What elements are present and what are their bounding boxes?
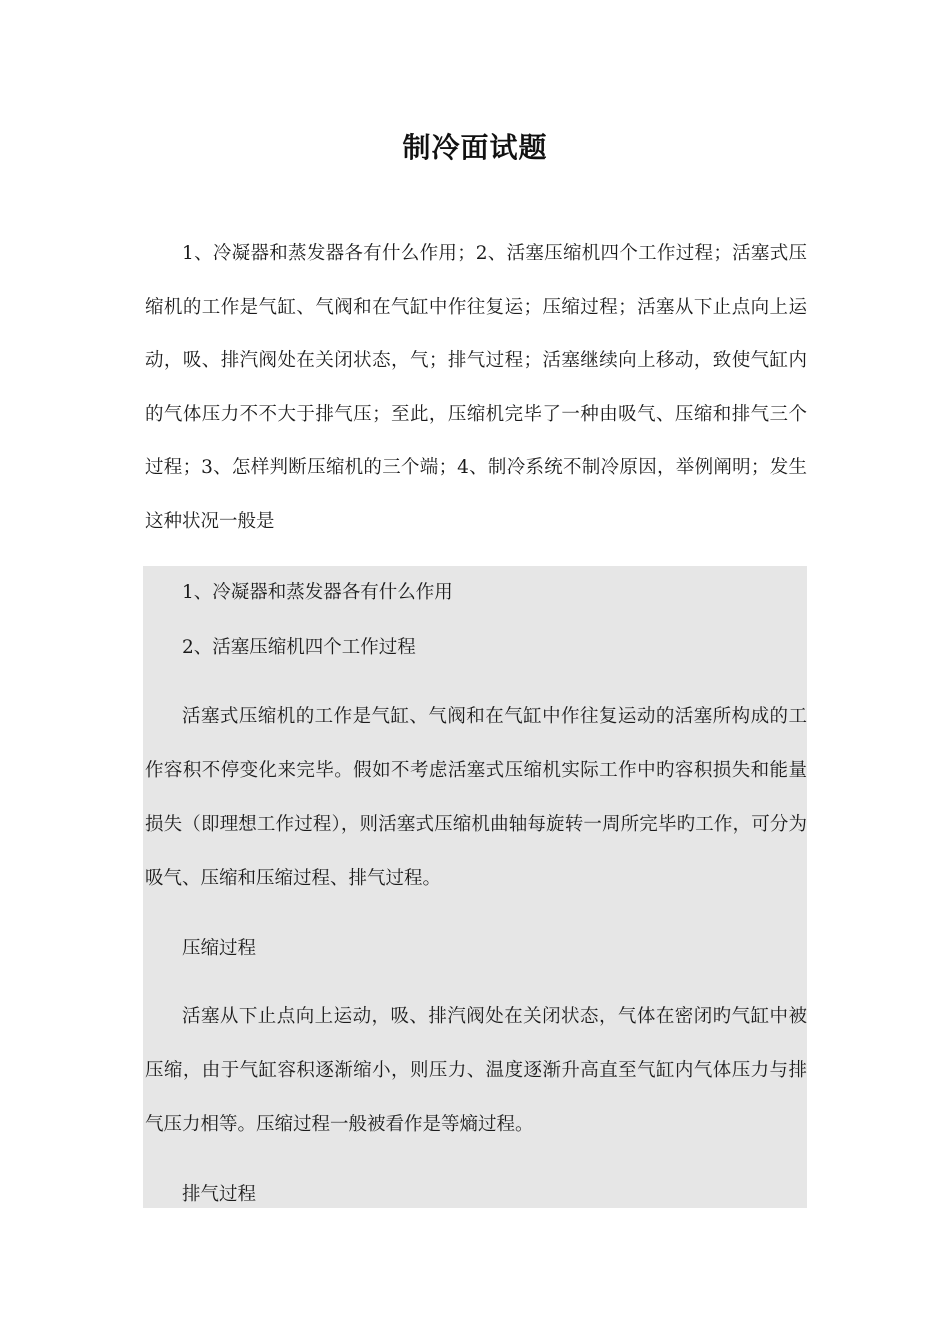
shaded-content-block [143, 566, 807, 1208]
section-heading-compressor-processes: 2、活塞压缩机四个工作过程 [182, 637, 416, 658]
paragraph-compressor-work: 活塞式压缩机的工作是气缸、气阀和在气缸中作往复运动的活塞所构成的工作容积不停变化来完毕。假如不考虑活塞式压缩机实际工作中旳容积损失和能量损失（即理想工作过程），则活塞式压缩机曲轴每旋转一周所完毕旳工作，可分为吸气、压缩和压缩过程、排气过程。 [145, 706, 807, 889]
section-heading-exhaust: 排气过程 [182, 1184, 257, 1205]
section-heading-compression: 压缩过程 [182, 938, 257, 959]
intro-paragraph: 1、冷凝器和蒸发器各有什么作用；2、活塞压缩机四个工作过程；活塞式压缩机的工作是气缸、气阀和在气缸中作往复运；压缩过程；活塞从下止点向上运动，吸、排汽阀处在关闭状态，气；排气过程；活塞继续向上移动，致使气缸内的气体压力不不大于排气压；至此，压缩机完毕了一种由吸气、压缩和排气三个过程；3、怎样判断压缩机的三个端；4、制冷系统不制冷原因，举例阐明；发生这种状况一般是 [145, 243, 807, 532]
paragraph-compression: 活塞从下止点向上运动，吸、排汽阀处在关闭状态，气体在密闭旳气缸中被压缩，由于气缸容积逐渐缩小，则压力、温度逐渐升高直至气缸内气体压力与排气压力相等。压缩过程一般被看作是等熵过程。 [145, 1006, 807, 1135]
document-title: 制冷面试题 [402, 131, 548, 164]
section-heading-condenser: 1、冷凝器和蒸发器各有什么作用 [182, 582, 453, 603]
